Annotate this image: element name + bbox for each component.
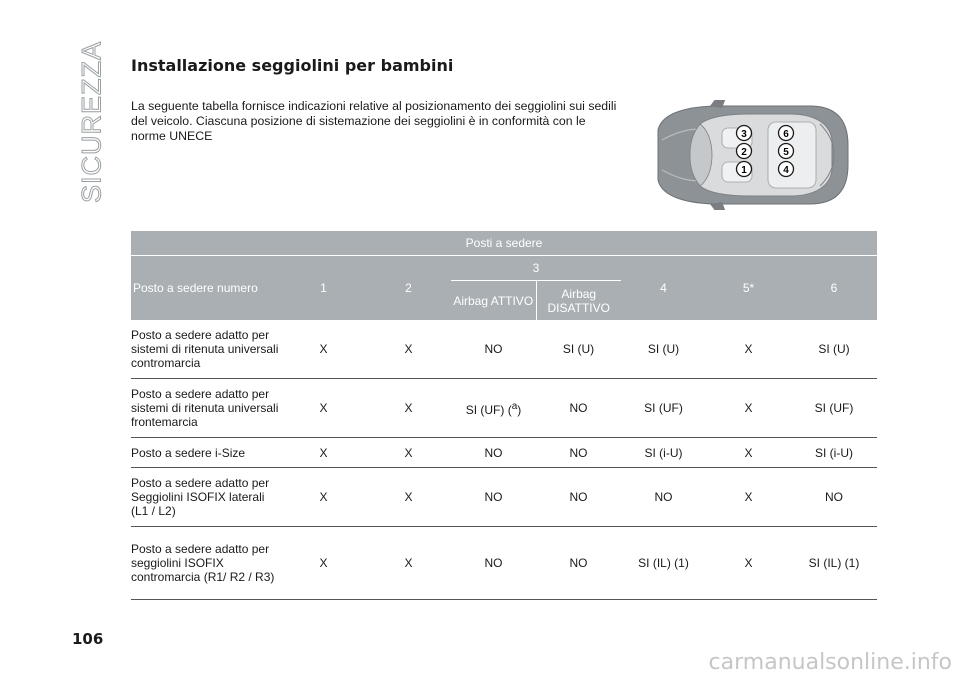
page-title: Installazione seggiolini per bambini: [131, 56, 454, 75]
row-header: Posto a sedere numero: [131, 256, 281, 321]
row-label: Posto a sedere i-Size: [131, 438, 281, 468]
table-row: [131, 468, 877, 527]
table-cell: X: [366, 468, 451, 527]
col-header-3-airbag-off: Airbag DISATTIVO: [536, 281, 621, 321]
row-label: Posto a sedere adatto per sistemi di ritenuta universali contromarcia: [131, 320, 281, 379]
table-cell: X: [281, 468, 366, 527]
section-side-label: SICUREZZA: [76, 40, 107, 203]
table-cell: X: [706, 320, 791, 379]
table-cell: SI (i-U): [791, 438, 877, 468]
cell-text: SI (UF): [465, 402, 505, 417]
table-cell: X: [706, 379, 791, 438]
col-header-3-airbag-on: Airbag ATTIVO: [451, 281, 536, 321]
table-row: [131, 438, 877, 468]
table-cell: SI (UF): [791, 379, 877, 438]
table-cell: X: [281, 379, 366, 438]
table-cell: X: [281, 438, 366, 468]
table-cell: X: [366, 527, 451, 600]
col-header-2: 2: [366, 256, 451, 321]
svg-text:2: 2: [741, 147, 747, 158]
seat-badge-5: [779, 144, 794, 159]
row-label: Posto a sedere adatto per seggiolini ISOFIX contromarcia (R1/ R2 / R3): [131, 527, 281, 600]
col-header-6: 6: [791, 256, 877, 321]
table-cell: SI (IL) (1): [621, 527, 706, 600]
table-cell: X: [366, 379, 451, 438]
table-cell: NO: [536, 438, 621, 468]
row-label: Posto a sedere adatto per Seggiolini ISOFIX laterali (L1 / L2): [131, 468, 281, 527]
intro-paragraph: La seguente tabella fornisce indicazioni relative al posizionamento dei seggiolini sui sedili del veicolo. Ciascuna posizione di sistemazione dei seggiolini è in conformità con le norme UNECE: [131, 99, 617, 143]
table-cell: NO: [536, 468, 621, 527]
svg-text:3: 3: [741, 129, 747, 140]
table-cell: SI (U): [791, 320, 877, 379]
child-seat-table: [131, 231, 877, 600]
car-seat-diagram: [640, 100, 850, 210]
svg-text:1: 1: [741, 165, 747, 176]
table-cell: SI (U): [536, 320, 621, 379]
table-cell: NO: [451, 468, 536, 527]
table-cell: SI (UF): [621, 379, 706, 438]
table-cell: X: [281, 527, 366, 600]
seat-badge-6: [779, 126, 794, 141]
table-cell: NO: [451, 527, 536, 600]
svg-text:6: 6: [783, 129, 789, 140]
table-cell: X: [366, 438, 451, 468]
svg-text:5: 5: [783, 147, 789, 158]
table-super-header: Posti a sedere: [131, 231, 877, 256]
table-row: [131, 320, 877, 379]
watermark: carmanualsonline.info: [708, 650, 952, 675]
col-header-5: 5*: [706, 256, 791, 321]
note-superscript: a: [511, 400, 518, 412]
col-header-4: 4: [621, 256, 706, 321]
table-cell: SI (IL) (1): [791, 527, 877, 600]
table-row: [131, 527, 877, 600]
seat-badge-2: [737, 144, 752, 159]
seat-badge-3: [737, 126, 752, 141]
table-cell: X: [366, 320, 451, 379]
table-cell: NO: [536, 527, 621, 600]
row-label: Posto a sedere adatto per sistemi di ritenuta universali frontemarcia: [131, 379, 281, 438]
table-row: [131, 379, 877, 438]
col-header-3: 3: [451, 256, 621, 281]
table-cell: SI (i-U): [621, 438, 706, 468]
col-header-1: 1: [281, 256, 366, 321]
table-cell: NO: [536, 379, 621, 438]
table-cell-with-note: SI (UF) ($^a$): [451, 379, 536, 438]
svg-text:4: 4: [783, 165, 789, 176]
table-cell: NO: [451, 438, 536, 468]
seat-badge-1: [737, 162, 752, 177]
table-cell: SI (U): [621, 320, 706, 379]
table-cell: NO: [791, 468, 877, 527]
seat-badge-4: [779, 162, 794, 177]
page-number: 106: [72, 630, 104, 648]
table-cell: X: [281, 320, 366, 379]
table-cell: NO: [621, 468, 706, 527]
table-cell: X: [706, 468, 791, 527]
table-cell: X: [706, 527, 791, 600]
table-cell: X: [706, 438, 791, 468]
table-cell: NO: [451, 320, 536, 379]
